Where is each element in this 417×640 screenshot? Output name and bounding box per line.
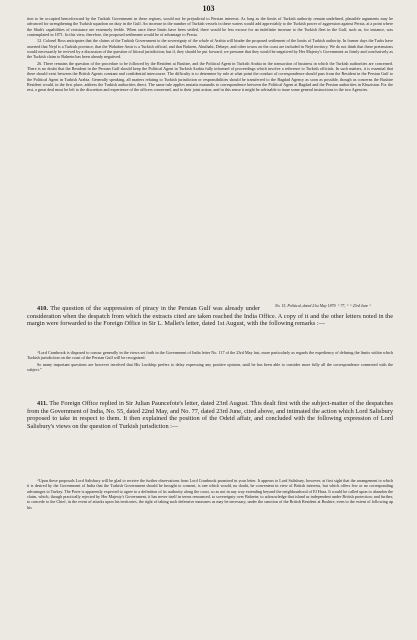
paragraph-number: 411. [37, 400, 48, 407]
quote-paragraph: So many important questions are however involved that His Lordship prefers to delay expressing any positive opinion, until he has been able to consider more fully all the correspondence connected with the subject.” [27, 361, 393, 373]
quoted-views [27, 478, 393, 511]
section-411 [27, 400, 393, 430]
page-number: 103 [202, 4, 215, 13]
margin-note: No. 15, Political, dated 21st May 1879. “ 77, “ “ 23rd June “ [275, 304, 372, 308]
continued-despatch-text [27, 16, 393, 94]
paragraph-text: The question of the suppression of piracy in the Persian Gulf was already under consideration when the despatch from which the extracts cited are taken reached the India Office. A copy of it and the other letters noted in the margin were forwarded to the Foreign Office in Sir L. Mallet's letter, dated 1st August, with the following remarks :— [27, 305, 393, 328]
paragraph-26: 26. There remains the question of the procedure to be followed by the Resident at Bushire, and the Political Agent in Turkish Arabia in the transaction of business in which the Turkish authorities are concerned. There is no doubt that the Resident in the Persian Gulf should keep the Political Agent in Turkish Arabia fully informed of proceedings which involve a reference to Turkish officials. In such matters, it is essential that there should exist between the British Agents constant and confidential intercourse. The difficulty is to determine by rule at what point the conduct of correspondence should pass from the Resident in the Persian Gulf to the Political Agent in Turkish Arabia. Generally speaking, all matters relating to Turkish jurisdiction or responsibilities should be transferred to the Bagdad Agency as soon as possible, though as concerns the Bushire Resident would, in the first place, address the Turkish authorities direct. The same rule applies mutatis mutandis to correspondence between the Political Agent at Bagdad and the Persian authorities in Khuzistan. For the rest, a great deal must be left to the discretion and experience of the officers concerned, and to their joint action; and in this sense it might be advisable to issue some general instructions to the two Agencies. [27, 60, 393, 93]
paragraph-text: The Foreign Office replied in Sir Julian Pauncefote's letter, dated 23rd August. This dealt first with the subject-matter of the despatches from the Government of India, No. 55, dated 22nd May, and No. 77, dated 23rd June, cited above, and intimated the action which Lord Salisbury proposed to take in respect to them. It then explained the position of the Odeid affair, and concluded with the following expression of Lord Salisbury's views on the question of Turkish jurisdiction :— [27, 400, 393, 430]
quoted-remarks [27, 350, 393, 373]
paragraph-number: 410. [37, 305, 49, 312]
paragraph-410 [27, 305, 393, 328]
paragraph-continuation: tion to be occupied henceforward by the Turkish Government in these regions, would not be prejudicial to Persian interests. As long as the limits of Turkish authority remain undefined, plausible arguments may be advanced for strengthening the Turkish squadron on duty in the Gulf. An increase in the number of Turkish vessels in these waters would add appreciably to the Turkish power of aggression against Persia, at a point where the Shah's capabilities of resistance are extremely feeble. When once these limits have been settled, there would be less excuse for an indefinite increase to the Turkish fleet in the Gulf, such as, for instance, was contemplated in 1871. In this view, therefore, the proposed settlement would be of advantage to Persia. [27, 16, 393, 38]
quote-paragraph: “Lord Cranbrook is disposed to concur generally in the views set forth in the Government of India letter No. 117 of the 23rd May last, more particularly as regards the expediency of defining the limits within which Turkish jurisdiction on the coast of the Persian Gulf will be recognized. [27, 350, 393, 361]
quote-paragraph: “Upon these proposals Lord Salisbury will be glad to receive the further observations from Lord Cranbrook promised in your letter. It appears to Lord Salisbury, however, at first sight that the arrangement to which it is desired by the Government of India that the Turkish Government should be brought to consent, is one which would, no doubt, be convenient in view of British interests, but which offers few or no corresponding advantages to Turkey. The Porte is apparently expected to agree to a definition of its authority along the coast, so as not in any way extending beyond the neighbourhood of El Hasa. It would be called upon to abandon the claim, which, though practically rejected by Her Majesty's Government, it has never itself in terms renounced, to sovereignty over Bahrein; to acknowledge that island as independent under British protection; and further, to concede to the Chief, in the event of attacks upon his territories, the right of taking such defensive measures as may be necessary, under the sanction of the British Resident at Bushire, even to the extent of following up his [27, 478, 393, 510]
paragraph-12: 12. Colonel Ross anticipates that the claims of the Turkish Government to the sovereignty of the whole of Arabia will hinder the proposed settlement of the limits of Turkish authority. In former days the Turks have asserted that Nejd is a Turkish province, that the Wahabee Amir is a Turkish official, and that Bahrein, Abuthabi, Debaye, and other towns on the coast are included in Nejd territory. We do not think that these pretensions would necessarily be revived by a discussion of the question of littoral jurisdiction; but if, they should be put forward, we presume that they would be negatived by Her Majesty's Government as firmly and conclusively as the Turkish claim to Bahrein has been already negatived. [27, 38, 393, 60]
paragraph-411 [27, 400, 393, 430]
section-410 [27, 305, 393, 328]
